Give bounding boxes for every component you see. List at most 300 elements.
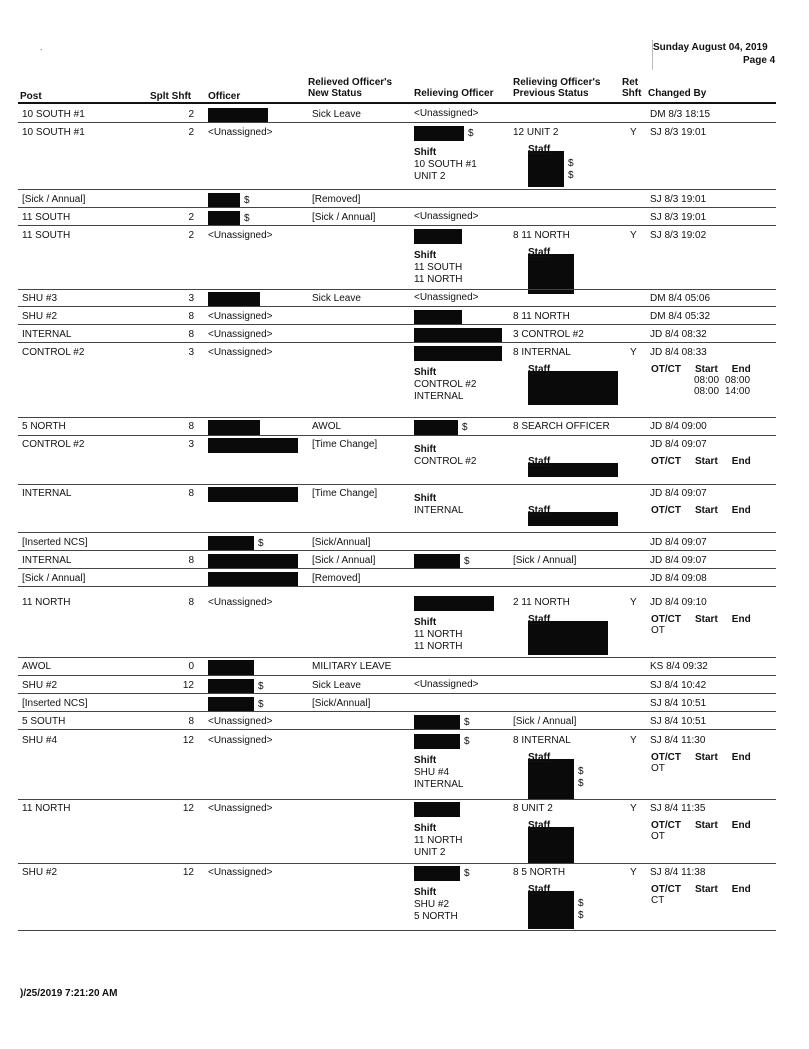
cell-post: [Inserted NCS] <box>22 537 88 548</box>
cell-changed-by: JD 8/4 09:07 <box>650 537 707 548</box>
shift-line: 11 NORTH <box>414 835 463 846</box>
redaction-block <box>208 438 298 453</box>
cell-changed-by: SJ 8/4 10:51 <box>650 716 707 727</box>
shift-line: CONTROL #2 <box>414 456 477 467</box>
shift-line: Shift <box>414 367 437 378</box>
shift-detail <box>414 367 502 403</box>
cell-officer <box>208 572 298 587</box>
cell-officer <box>208 108 268 123</box>
cell-post: 5 SOUTH <box>22 716 66 727</box>
shift-detail <box>414 755 470 791</box>
cell-shift: 3 <box>188 439 194 450</box>
cell-officer <box>208 697 264 712</box>
cell-changed-by: DM 8/4 05:32 <box>650 311 711 322</box>
otct-block <box>651 752 751 774</box>
cell-previous-status: 8 INTERNAL <box>513 347 571 358</box>
redaction-block <box>414 734 460 749</box>
col-prev-1: Relieving Officer's <box>513 77 601 88</box>
cell-officer: <Unassigned> <box>208 230 273 241</box>
cell-relieving <box>414 802 463 859</box>
shift-line: 5 NORTH <box>414 911 458 922</box>
end-label: End <box>731 752 751 763</box>
shift-detail <box>414 444 476 468</box>
table-row <box>0 438 809 484</box>
cell-new-status: [Time Change] <box>312 488 378 499</box>
shift-detail <box>414 493 463 517</box>
cell-new-status: [Sick / Annual] <box>312 212 376 223</box>
cell-shift: 2 <box>188 109 194 120</box>
start-time: 08:00 <box>694 375 720 386</box>
otct-block <box>651 505 751 516</box>
cell-changed-by: JD 8/4 09:10 <box>650 597 707 608</box>
staff-block <box>528 752 584 799</box>
cell-previous-status: 8 UNIT 2 <box>513 803 553 814</box>
redaction-block <box>208 487 298 502</box>
otct-block <box>651 364 751 397</box>
shift-detail <box>414 887 470 923</box>
redaction-block <box>208 211 240 226</box>
ot-flag: OT <box>651 763 665 774</box>
cell-shift: 8 <box>188 421 194 432</box>
cell-officer <box>208 438 298 453</box>
cell-post: CONTROL #2 <box>22 347 85 358</box>
redaction-block <box>208 108 268 123</box>
table-row <box>0 211 809 225</box>
staff-label: Staff <box>528 820 551 831</box>
table-row <box>0 596 809 658</box>
shift-detail <box>414 250 463 286</box>
cell-new-status: MILITARY LEAVE <box>312 661 392 672</box>
redaction-block <box>208 554 298 569</box>
start-label: Start <box>695 884 718 895</box>
redaction-block <box>528 759 574 799</box>
cell-ret-shift: Y <box>630 347 637 358</box>
table-row <box>0 487 809 533</box>
row-rule <box>18 417 776 418</box>
row-rule <box>18 342 776 343</box>
time-line <box>651 386 751 397</box>
otct-label: OT/CT <box>651 505 681 516</box>
cell-changed-by: SJ 8/3 19:01 <box>650 212 707 223</box>
cell-new-status: [Removed] <box>312 194 361 205</box>
cell-previous-status: [Sick / Annual] <box>513 555 577 566</box>
cell-officer <box>208 487 298 502</box>
cell-changed-by: DM 8/3 18:15 <box>650 109 711 120</box>
cell-shift: 12 <box>182 803 194 814</box>
row-rule <box>18 289 776 290</box>
cell-new-status: Sick Leave <box>312 680 361 691</box>
end-label: End <box>731 884 751 895</box>
scan-line <box>652 40 653 70</box>
table-row <box>0 660 809 674</box>
staff-block <box>528 456 618 477</box>
cell-post: INTERNAL <box>22 555 72 566</box>
dollar-sign: $ <box>464 868 470 880</box>
end-label: End <box>731 364 751 375</box>
redaction-block <box>208 536 254 551</box>
table-row <box>0 229 809 287</box>
cell-relieving <box>414 734 470 791</box>
dollar-sign: $ <box>578 766 584 777</box>
redaction-block <box>208 193 240 208</box>
shift-detail <box>414 617 494 653</box>
cell-ret-shift: Y <box>630 230 637 241</box>
cell-changed-by: SJ 8/4 10:42 <box>650 680 707 691</box>
dollar-sign: $ <box>244 195 250 207</box>
col-relieved-1: Relieved Officer's <box>308 77 393 88</box>
scan-speck: ` <box>40 48 43 58</box>
row-rule <box>18 586 776 587</box>
staff-block <box>528 364 618 405</box>
redaction-block <box>208 697 254 712</box>
row-rule <box>18 711 776 712</box>
time-line <box>651 375 751 386</box>
table-row <box>0 108 809 122</box>
cell-relieving <box>414 554 470 569</box>
table-row <box>0 572 809 586</box>
cell-officer: <Unassigned> <box>208 716 273 727</box>
end-label: End <box>731 614 751 625</box>
redaction-block <box>528 371 618 405</box>
table-row <box>0 292 809 306</box>
staff-label: Staff <box>528 144 551 155</box>
cell-post: [Inserted NCS] <box>22 698 88 709</box>
dollar-sign: $ <box>464 556 470 568</box>
redaction-block <box>208 292 260 307</box>
cell-post: INTERNAL <box>22 329 72 340</box>
shift-line: Shift <box>414 755 437 766</box>
cell-changed-by: KS 8/4 09:32 <box>650 661 708 672</box>
cell-changed-by: JD 8/4 08:32 <box>650 329 707 340</box>
row-rule <box>18 532 776 533</box>
cell-officer: <Unassigned> <box>208 347 273 358</box>
cell-post: CONTROL #2 <box>22 439 85 450</box>
cell-relieving <box>414 420 468 435</box>
cell-officer: <Unassigned> <box>208 867 273 878</box>
redaction-block <box>208 420 260 435</box>
cell-officer <box>208 292 260 307</box>
cell-relieving <box>414 229 463 286</box>
staff-label: Staff <box>528 456 551 467</box>
end-label: End <box>731 505 751 516</box>
table-row <box>0 697 809 711</box>
start-label: Start <box>695 752 718 763</box>
staff-block <box>528 247 574 294</box>
col-changed-by: Changed By <box>648 88 707 99</box>
cell-new-status: Sick Leave <box>312 109 361 120</box>
cell-shift: 8 <box>188 597 194 608</box>
shift-line: CONTROL #2 <box>414 379 477 390</box>
table-row <box>0 328 809 342</box>
cell-officer <box>208 211 250 226</box>
dollar-sign: $ <box>258 681 264 693</box>
cell-new-status: [Removed] <box>312 573 361 584</box>
cell-relieving <box>414 715 470 730</box>
dollar-sign: $ <box>578 778 584 789</box>
cell-shift: 12 <box>182 735 194 746</box>
shift-line: Shift <box>414 444 437 455</box>
cell-relieving <box>414 211 479 223</box>
staff-block <box>528 884 584 929</box>
start-label: Start <box>695 364 718 375</box>
cell-post: 11 SOUTH <box>22 230 71 241</box>
cell-post: 11 NORTH <box>22 803 71 814</box>
start-label: Start <box>695 505 718 516</box>
otct-block <box>651 456 751 467</box>
cell-changed-by: SJ 8/4 10:51 <box>650 698 707 709</box>
cell-officer: <Unassigned> <box>208 735 273 746</box>
cell-previous-status: [Sick / Annual] <box>513 716 577 727</box>
col-prev-2: Previous Status <box>513 88 589 99</box>
cell-changed-by: SJ 8/3 19:01 <box>650 194 707 205</box>
row-rule <box>18 189 776 190</box>
cell-previous-status: 8 11 NORTH <box>513 230 570 241</box>
dollar-sign: $ <box>244 213 250 225</box>
cell-post: 11 SOUTH <box>22 212 71 223</box>
col-relieving: Relieving Officer <box>414 88 494 99</box>
relieving-value: <Unassigned> <box>414 211 479 222</box>
staff-block <box>528 820 574 863</box>
cell-relieving <box>414 310 462 325</box>
cell-previous-status: 12 UNIT 2 <box>513 127 559 138</box>
row-rule <box>18 930 776 931</box>
redaction-block <box>528 621 608 655</box>
dollar-sign: $ <box>258 699 264 711</box>
end-time: 08:00 <box>725 375 751 386</box>
cell-changed-by: SJ 8/4 11:35 <box>650 803 706 814</box>
cell-relieving <box>414 108 479 120</box>
table-row <box>0 554 809 568</box>
staff-label: Staff <box>528 884 551 895</box>
row-rule <box>18 657 776 658</box>
otct-label: OT/CT <box>651 820 681 831</box>
relieving-value: <Unassigned> <box>414 292 479 303</box>
dollar-sign: $ <box>462 422 468 434</box>
end-label: End <box>731 456 751 467</box>
shift-line: UNIT 2 <box>414 171 446 182</box>
cell-changed-by: SJ 8/4 11:30 <box>650 735 706 746</box>
row-rule <box>18 122 776 123</box>
end-label: End <box>731 820 751 831</box>
shift-detail <box>414 823 463 859</box>
cell-changed-by: JD 8/4 09:00 <box>650 421 707 432</box>
shift-line: 11 NORTH <box>414 274 463 285</box>
ot-flag: CT <box>651 895 665 906</box>
cell-officer: <Unassigned> <box>208 329 273 340</box>
start-label: Start <box>695 820 718 831</box>
shift-line: Shift <box>414 250 437 261</box>
row-rule <box>18 306 776 307</box>
cell-relieving <box>414 438 476 468</box>
cell-post: SHU #2 <box>22 680 58 691</box>
otct-block <box>651 820 751 842</box>
redaction-block <box>414 126 464 141</box>
cell-relieving <box>414 292 479 304</box>
cell-changed-by: JD 8/4 09:08 <box>650 573 707 584</box>
header-rule <box>18 102 776 104</box>
cell-shift: 12 <box>182 867 194 878</box>
table-row <box>0 715 809 729</box>
cell-new-status: AWOL <box>312 421 342 432</box>
cell-ret-shift: Y <box>630 735 637 746</box>
shift-line: INTERNAL <box>414 505 464 516</box>
row-rule <box>18 863 776 864</box>
cell-post: SHU #2 <box>22 867 58 878</box>
row-rule <box>18 435 776 436</box>
dollar-sign: $ <box>258 538 264 550</box>
cell-new-status: [Sick/Annual] <box>312 537 371 548</box>
table-row <box>0 679 809 693</box>
cell-shift: 8 <box>188 716 194 727</box>
otct-label: OT/CT <box>651 752 681 763</box>
row-rule <box>18 484 776 485</box>
shift-line: 11 NORTH <box>414 629 463 640</box>
cell-ret-shift: Y <box>630 867 637 878</box>
staff-label: Staff <box>528 752 551 763</box>
table-row <box>0 310 809 324</box>
redaction-block <box>414 229 462 244</box>
cell-changed-by: SJ 8/4 11:38 <box>650 867 706 878</box>
shift-line: Shift <box>414 617 437 628</box>
otct-label: OT/CT <box>651 456 681 467</box>
redaction-block <box>414 346 502 361</box>
cell-relieving <box>414 596 494 653</box>
cell-ret-shift: Y <box>630 127 637 138</box>
redaction-block <box>414 802 460 817</box>
cell-post: 5 NORTH <box>22 421 66 432</box>
cell-shift: 0 <box>188 661 194 672</box>
cell-relieving <box>414 346 502 403</box>
cell-post: 10 SOUTH #1 <box>22 127 85 138</box>
col-officer: Officer <box>208 91 241 102</box>
shift-line: INTERNAL <box>414 391 464 402</box>
col-relieved-2: New Status <box>308 88 362 99</box>
shift-line: Shift <box>414 887 437 898</box>
print-timestamp: )/25/2019 7:21:20 AM <box>20 988 118 999</box>
end-time: 14:00 <box>725 386 751 397</box>
cell-post: [Sick / Annual] <box>22 194 86 205</box>
cell-officer <box>208 536 264 551</box>
shift-line: Shift <box>414 823 437 834</box>
cell-new-status: [Sick / Annual] <box>312 555 376 566</box>
table-row <box>0 536 809 550</box>
redaction-block <box>414 866 460 881</box>
cell-previous-status: 8 SEARCH OFFICER <box>513 421 610 432</box>
row-rule <box>18 799 776 800</box>
table-row <box>0 420 809 434</box>
shift-detail <box>414 147 477 183</box>
relieving-value: <Unassigned> <box>414 679 479 690</box>
cell-post: SHU #2 <box>22 311 58 322</box>
cell-shift: 2 <box>188 127 194 138</box>
relieving-value: <Unassigned> <box>414 108 479 119</box>
redaction-block <box>414 328 502 343</box>
start-label: Start <box>695 614 718 625</box>
shift-line: 11 NORTH <box>414 641 463 652</box>
cell-changed-by: JD 8/4 09:07 <box>650 439 707 450</box>
col-ret-1: Ret <box>622 77 639 88</box>
redaction-block <box>528 254 574 294</box>
cell-post: 11 NORTH <box>22 597 71 608</box>
staff-label: Staff <box>528 614 551 625</box>
otct-label: OT/CT <box>651 364 681 375</box>
cell-shift: 8 <box>188 555 194 566</box>
cell-relieving <box>414 679 479 691</box>
otct-block <box>651 614 751 636</box>
shift-line: 10 SOUTH #1 <box>414 159 477 170</box>
staff-block <box>528 505 618 526</box>
cell-relieving <box>414 126 477 183</box>
redaction-block <box>414 596 494 611</box>
cell-shift: 3 <box>188 293 194 304</box>
cell-changed-by: JD 8/4 09:07 <box>650 555 707 566</box>
dollar-sign: $ <box>578 910 584 921</box>
row-rule <box>18 568 776 569</box>
row-rule <box>18 550 776 551</box>
cell-relieving <box>414 866 470 923</box>
cell-shift: 3 <box>188 347 194 358</box>
staff-block <box>528 614 608 655</box>
cell-shift: 8 <box>188 329 194 340</box>
table-row <box>0 734 809 798</box>
shift-line: INTERNAL <box>414 779 464 790</box>
shift-line: Shift <box>414 147 437 158</box>
cell-shift: 8 <box>188 311 194 322</box>
cell-post: [Sick / Annual] <box>22 573 86 584</box>
cell-post: INTERNAL <box>22 488 72 499</box>
cell-officer <box>208 420 260 435</box>
col-post: Post <box>20 91 42 102</box>
row-rule <box>18 675 776 676</box>
cell-shift: 8 <box>188 488 194 499</box>
redaction-block <box>414 420 458 435</box>
otct-label: OT/CT <box>651 614 681 625</box>
otct-label: OT/CT <box>651 884 681 895</box>
cell-new-status: [Time Change] <box>312 439 378 450</box>
cell-ret-shift: Y <box>630 803 637 814</box>
dollar-sign: $ <box>568 170 574 181</box>
redaction-block <box>414 310 462 325</box>
dollar-sign: $ <box>464 717 470 729</box>
report-date: Sunday August 04, 2019 <box>653 42 768 53</box>
ot-flag: OT <box>651 831 665 842</box>
dollar-sign: $ <box>464 736 470 748</box>
cell-changed-by: SJ 8/3 19:02 <box>650 230 707 241</box>
cell-shift: 12 <box>182 680 194 691</box>
col-splt-shft: Splt Shft <box>150 91 192 102</box>
cell-previous-status: 8 11 NORTH <box>513 311 570 322</box>
shift-line: SHU #2 <box>414 899 450 910</box>
cell-ret-shift: Y <box>630 597 637 608</box>
table-row <box>0 866 809 930</box>
cell-officer: <Unassigned> <box>208 311 273 322</box>
cell-officer <box>208 679 264 694</box>
cell-relieving <box>414 487 463 517</box>
page-number: Page 4 <box>743 55 776 66</box>
shift-line: SHU #4 <box>414 767 450 778</box>
redaction-block <box>414 715 460 730</box>
staff-label: Staff <box>528 247 551 258</box>
table-row <box>0 193 809 207</box>
redaction-block <box>528 827 574 863</box>
start-time: 08:00 <box>694 386 720 397</box>
start-label: Start <box>695 456 718 467</box>
table-row <box>0 802 809 866</box>
cell-previous-status: 2 11 NORTH <box>513 597 570 608</box>
cell-previous-status: 8 5 NORTH <box>513 867 566 878</box>
cell-officer <box>208 193 250 208</box>
cell-post: SHU #4 <box>22 735 58 746</box>
